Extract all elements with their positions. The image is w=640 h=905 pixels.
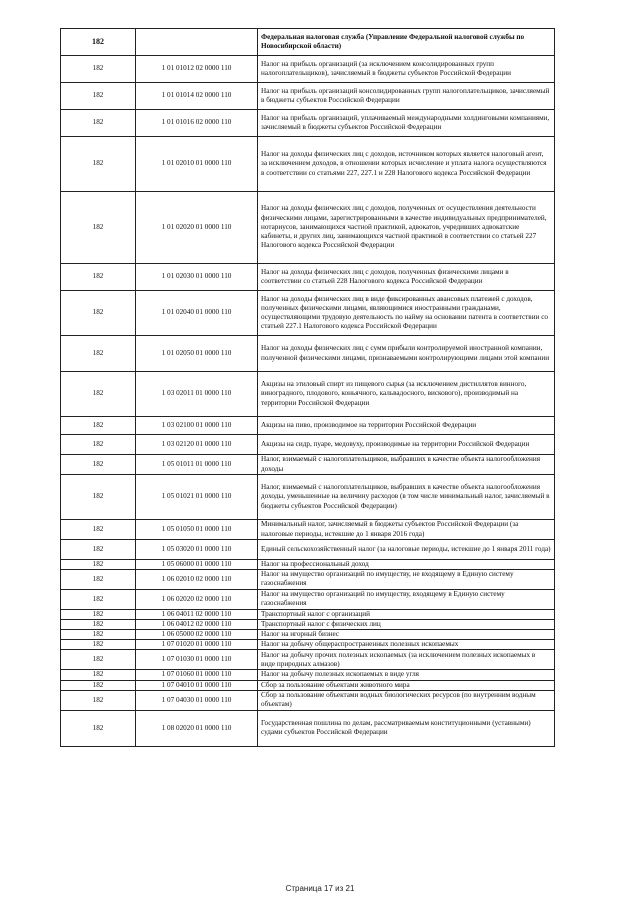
admin-code-cell: 182 (61, 336, 136, 372)
table-row (61, 570, 555, 589)
admin-code-cell: 182 (61, 137, 136, 192)
revenue-code-cell: 1 07 01020 01 0000 110 (136, 640, 258, 650)
revenue-code-cell: 1 01 02010 01 0000 110 (136, 137, 258, 192)
revenue-code-cell: 1 05 03020 01 0000 110 (136, 540, 258, 560)
revenue-code-cell: 1 06 04011 02 0000 110 (136, 609, 258, 619)
table-row (61, 83, 555, 110)
revenue-code-cell: 1 07 04030 01 0000 110 (136, 690, 258, 710)
table-row (61, 192, 555, 264)
admin-code-cell: 182 (61, 570, 136, 589)
table-row (61, 630, 555, 640)
revenue-name-cell: Единый сельскохозяйственный налог (за налоговые периоды, истекшие до 1 января 2011 года) (258, 540, 555, 560)
admin-code-cell: 182 (61, 56, 136, 83)
admin-code-cell: 182 (61, 560, 136, 570)
revenue-code-cell: 1 07 01030 01 0000 110 (136, 650, 258, 670)
admin-code-cell: 182 (61, 710, 136, 746)
revenue-name-cell: Налог на доходы физических лиц с сумм прибыли контролируемой иностранной компании, полученной физическими лицами, признаваемыми контролирующими лицами этой компании (258, 336, 555, 372)
table-row (61, 56, 555, 83)
admin-code-cell: 182 (61, 670, 136, 680)
revenue-name-cell: Акцизы на сидр, пуаре, медовуху, производимые на территории Российской Федерации (258, 435, 555, 455)
revenue-name-cell: Налог на доходы физических лиц с доходов, полученных физическими лицами в соответствии со статьей 228 Налогового кодекса Российской Федерации (258, 264, 555, 291)
table-row (61, 264, 555, 291)
table-row (61, 589, 555, 609)
revenue-code-cell: 1 01 01014 02 0000 110 (136, 83, 258, 110)
table-row (61, 110, 555, 137)
revenue-name-cell: Налог, взимаемый с налогоплательщиков, выбравших в качестве объекта налогообложения доходы (258, 455, 555, 475)
revenue-code-cell: 1 01 02030 01 0000 110 (136, 264, 258, 291)
revenue-code-cell: 1 07 04010 01 0000 110 (136, 680, 258, 690)
table-row (61, 560, 555, 570)
admin-code-cell: 182 (61, 455, 136, 475)
revenue-code-cell: 1 03 02120 01 0000 110 (136, 435, 258, 455)
admin-code-cell: 182 (61, 192, 136, 264)
revenue-name-cell: Акцизы на пиво, производимое на территории Российской Федерации (258, 417, 555, 435)
revenue-codes-table (60, 28, 555, 747)
revenue-name-cell: Налог на имущество организаций по имуществу, не входящему в Единую систему газоснабжения (258, 570, 555, 589)
revenue-code-cell: 1 07 01060 01 0000 110 (136, 670, 258, 680)
table-row (61, 619, 555, 629)
revenue-name-cell: Транспортный налог с организаций (258, 609, 555, 619)
revenue-name-cell: Налог на профессиональный доход (258, 560, 555, 570)
admin-code-cell: 182 (61, 110, 136, 137)
admin-code-cell: 182 (61, 680, 136, 690)
revenue-name-cell: Транспортный налог с физических лиц (258, 619, 555, 629)
page-number: Страница 17 из 21 (285, 884, 355, 893)
revenue-name-cell: Государственная пошлина по делам, рассматриваемым конституционными (уставными) судами субъектов Российской Федерации (258, 710, 555, 746)
table-header-row (61, 29, 555, 56)
revenue-code-cell: 1 01 02040 01 0000 110 (136, 291, 258, 336)
table-row (61, 417, 555, 435)
admin-code-cell: 182 (61, 520, 136, 540)
admin-code-cell: 182 (61, 630, 136, 640)
table-row (61, 137, 555, 192)
revenue-name-cell: Сбор за пользование объектами водных биологических ресурсов (по внутренним водным объектам) (258, 690, 555, 710)
revenue-code-cell: 1 06 05000 02 0000 110 (136, 630, 258, 640)
revenue-code-cell: 1 01 01016 02 0000 110 (136, 110, 258, 137)
revenue-code-cell: 1 05 01050 01 0000 110 (136, 520, 258, 540)
admin-code-cell: 182 (61, 619, 136, 629)
table-row (61, 475, 555, 520)
revenue-name-cell: Сбор за пользование объектами животного мира (258, 680, 555, 690)
admin-code-cell: 182 (61, 640, 136, 650)
admin-code-cell: 182 (61, 609, 136, 619)
table-row (61, 680, 555, 690)
table-row (61, 690, 555, 710)
table-row (61, 336, 555, 372)
table-row (61, 650, 555, 670)
revenue-code-cell: 1 05 01021 01 0000 110 (136, 475, 258, 520)
revenue-code-cell: 1 08 02020 01 0000 110 (136, 710, 258, 746)
revenue-code-cell: 1 06 02020 02 0000 110 (136, 589, 258, 609)
admin-code-cell: 182 (61, 650, 136, 670)
admin-code-cell: 182 (61, 540, 136, 560)
table-row (61, 540, 555, 560)
header-revenue-code (136, 29, 258, 56)
admin-code-cell: 182 (61, 264, 136, 291)
revenue-code-cell: 1 05 06000 01 0000 110 (136, 560, 258, 570)
table-row (61, 291, 555, 336)
admin-code-cell: 182 (61, 589, 136, 609)
revenue-name-cell: Налог на доходы физических лиц в виде фиксированных авансовых платежей с доходов, полученных физическими лицами, являющимися иностранными гражданами, осуществляющими трудовую деятельность по найму на основании патента в соответствии со статьей 227.1 Налогового кодекса Российской Федерации (258, 291, 555, 336)
admin-code-cell: 182 (61, 475, 136, 520)
revenue-name-cell: Налог на добычу полезных ископаемых в виде угля (258, 670, 555, 680)
revenue-code-cell: 1 01 01012 02 0000 110 (136, 56, 258, 83)
admin-code-cell: 182 (61, 291, 136, 336)
admin-code-cell: 182 (61, 372, 136, 417)
revenue-code-cell: 1 03 02100 01 0000 110 (136, 417, 258, 435)
admin-code-cell: 182 (61, 690, 136, 710)
revenue-name-cell: Налог на прибыль организаций (за исключением консолидированных групп налогоплательщиков), зачисляемый в бюджеты субъектов Российской Федерации (258, 56, 555, 83)
header-admin-code: 182 (61, 29, 136, 56)
table-row (61, 609, 555, 619)
revenue-name-cell: Налог на игорный бизнес (258, 630, 555, 640)
revenue-name-cell: Налог на прибыль организаций, уплачиваемый международными холдинговыми компаниями, зачисляемый в бюджеты субъектов Российской Федерации (258, 110, 555, 137)
revenue-code-cell: 1 05 01011 01 0000 110 (136, 455, 258, 475)
table-row (61, 435, 555, 455)
table-row (61, 372, 555, 417)
table-row (61, 670, 555, 680)
admin-code-cell: 182 (61, 417, 136, 435)
revenue-name-cell: Минимальный налог, зачисляемый в бюджеты субъектов Российской Федерации (за налоговые периоды, истекшие до 1 января 2016 года) (258, 520, 555, 540)
table-row (61, 455, 555, 475)
revenue-code-cell: 1 01 02050 01 0000 110 (136, 336, 258, 372)
revenue-name-cell: Налог на добычу прочих полезных ископаемых (за исключением полезных ископаемых в виде природных алмазов) (258, 650, 555, 670)
table-row (61, 640, 555, 650)
admin-code-cell: 182 (61, 435, 136, 455)
revenue-code-cell: 1 01 02020 01 0000 110 (136, 192, 258, 264)
revenue-code-cell: 1 06 04012 02 0000 110 (136, 619, 258, 629)
revenue-name-cell: Акцизы на этиловый спирт из пищевого сырья (за исключением дистиллятов винного, виноградного, плодового, коньячного, кальвадосного, вискового), производимый на территории Российской Федерации (258, 372, 555, 417)
table-row (61, 710, 555, 746)
revenue-code-cell: 1 06 02010 02 0000 110 (136, 570, 258, 589)
admin-code-cell: 182 (61, 83, 136, 110)
revenue-name-cell: Налог на имущество организаций по имуществу, входящему в Единую систему газоснабжения (258, 589, 555, 609)
revenue-name-cell: Налог на доходы физических лиц с доходов, источником которых является налоговый агент, за исключением доходов, в отношении которых исчисление и уплата налога осуществляются в соответствии со статьями 227, 227.1 и 228 Налогового кодекса Российской Федерации (258, 137, 555, 192)
revenue-name-cell: Налог на добычу общераспространенных полезных ископаемых (258, 640, 555, 650)
revenue-name-cell: Налог на прибыль организаций консолидированных групп налогоплательщиков, зачисляемый в бюджеты субъектов Российской Федерации (258, 83, 555, 110)
header-administrator-name: Федеральная налоговая служба (Управление Федеральной налоговой службы по Новосибирской области) (258, 29, 555, 56)
revenue-code-cell: 1 03 02011 01 0000 110 (136, 372, 258, 417)
revenue-name-cell: Налог, взимаемый с налогоплательщиков, выбравших в качестве объекта налогообложения доходы, уменьшенные на величину расходов (в том числе минимальный налог, зачисляемый в бюджеты субъектов Российской Федерации) (258, 475, 555, 520)
revenue-name-cell: Налог на доходы физических лиц с доходов, полученных от осуществления деятельности физическими лицами, зарегистрированными в качестве индивидуальных предпринимателей, нотариусов, занимающихся частной практикой, адвокатов, учредивших адвокатские кабинеты, и других лиц, занимающихся частной практикой в соответствии со статьей 227 Налогового кодекса Российской Федерации (258, 192, 555, 264)
table-row (61, 520, 555, 540)
